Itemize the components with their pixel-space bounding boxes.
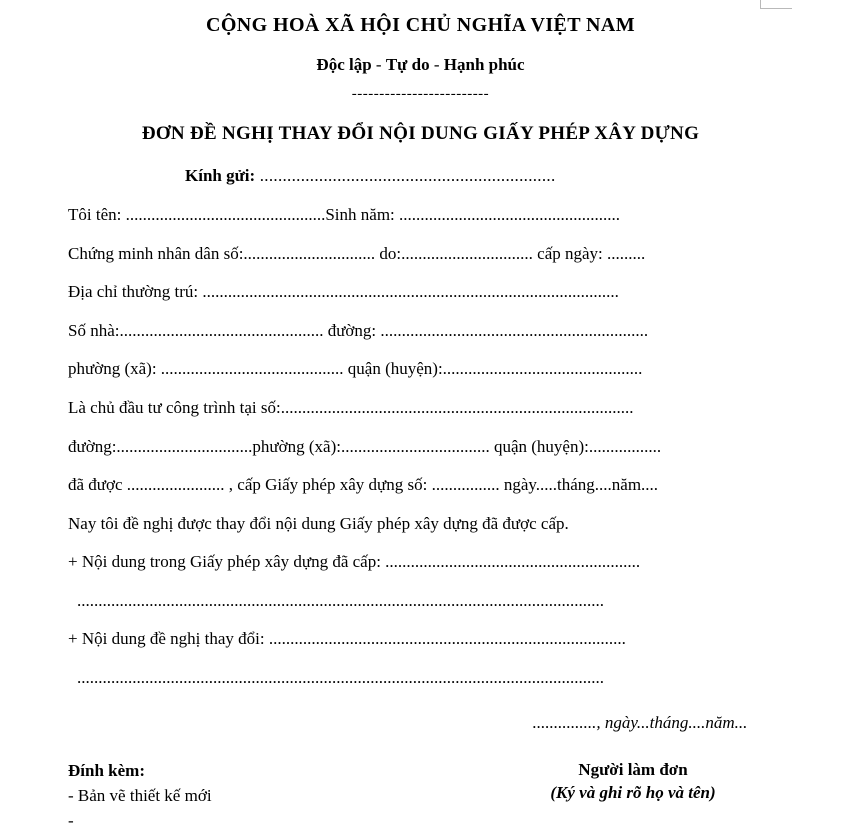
field-current-permit-content[interactable]: + Nội dung trong Giấy phép xây dựng đã cấp: ............................................................ <box>68 552 641 572</box>
signature-row <box>0 733 841 831</box>
recipient-line <box>0 145 841 186</box>
field-house-street[interactable]: Số nhà:................................................ đường: ............................................................... <box>68 320 649 340</box>
national-motto <box>0 36 841 75</box>
field-place-date[interactable]: ..............., ngày...tháng....năm... <box>532 713 748 733</box>
attachment-block <box>0 759 488 831</box>
national-header <box>0 0 841 102</box>
recipient-label: Kính gửi: <box>185 165 256 185</box>
statement-request: Nay tôi đề nghị được thay đổi nội dung Giấy phép xây dựng đã được cấp. <box>68 513 569 533</box>
field-id-number[interactable]: Chứng minh nhân dân số:............................... do:............................... cấp ngày: ......... <box>68 243 646 263</box>
motto-separator-2: - <box>429 55 444 74</box>
motto-freedom: Tự do <box>385 55 430 74</box>
motto-independence: Độc lập <box>316 55 372 74</box>
attachment-item-next: - <box>68 810 74 830</box>
country-name: CỘNG HOÀ XÃ HỘI CHỦ NGHĨA VIỆT NAM <box>205 14 635 36</box>
closing-block <box>0 687 841 831</box>
field-permit-number-date[interactable]: đã được ....................... , cấp Giấy phép xây dựng số: ................ ngày.....tháng....năm.... <box>68 475 659 495</box>
field-full-name[interactable]: Tôi tên: ...............................................Sinh năm: .................................................... <box>68 205 621 225</box>
field-requested-change-content[interactable]: + Nội dung đề nghị thay đổi: .................................................................................... <box>68 629 626 649</box>
signer-title: Người làm đơn <box>578 760 688 780</box>
signer-instruction: (Ký và ghi rõ họ và tên) <box>550 783 716 803</box>
attachment-title: Đính kèm: <box>68 761 145 781</box>
field-street-ward-district[interactable]: đường:................................phường (xã):................................... quận (huyện):................. <box>68 436 662 456</box>
field-permanent-address[interactable]: Địa chỉ thường trú: .................................................................................................. <box>68 282 619 302</box>
motto-separator-1: - <box>371 55 386 74</box>
header-divider: ------------------------- <box>351 85 490 102</box>
field-requested-change-content-continued[interactable]: ............................................................................................................................ <box>77 667 604 687</box>
motto-happiness: Hạnh phúc <box>443 55 525 74</box>
attachment-item-drawing: - Bản vẽ thiết kế mới <box>68 786 212 806</box>
field-current-permit-content-continued[interactable]: ............................................................................................................................ <box>77 590 604 610</box>
field-investor-location[interactable]: Là chủ đầu tư công trình tại số:................................................................................... <box>68 398 634 417</box>
recipient-fill-field[interactable]: ................................................................. <box>255 165 556 185</box>
signer-block <box>488 759 778 805</box>
field-ward-district[interactable]: phường (xã): ........................................... quận (huyện):............................................... <box>68 359 643 379</box>
page-title: ĐƠN ĐỀ NGHỊ THAY ĐỔI NỘI DUNG GIẤY PHÉP XÂY DỰNG <box>141 122 700 144</box>
form-body <box>0 185 841 687</box>
